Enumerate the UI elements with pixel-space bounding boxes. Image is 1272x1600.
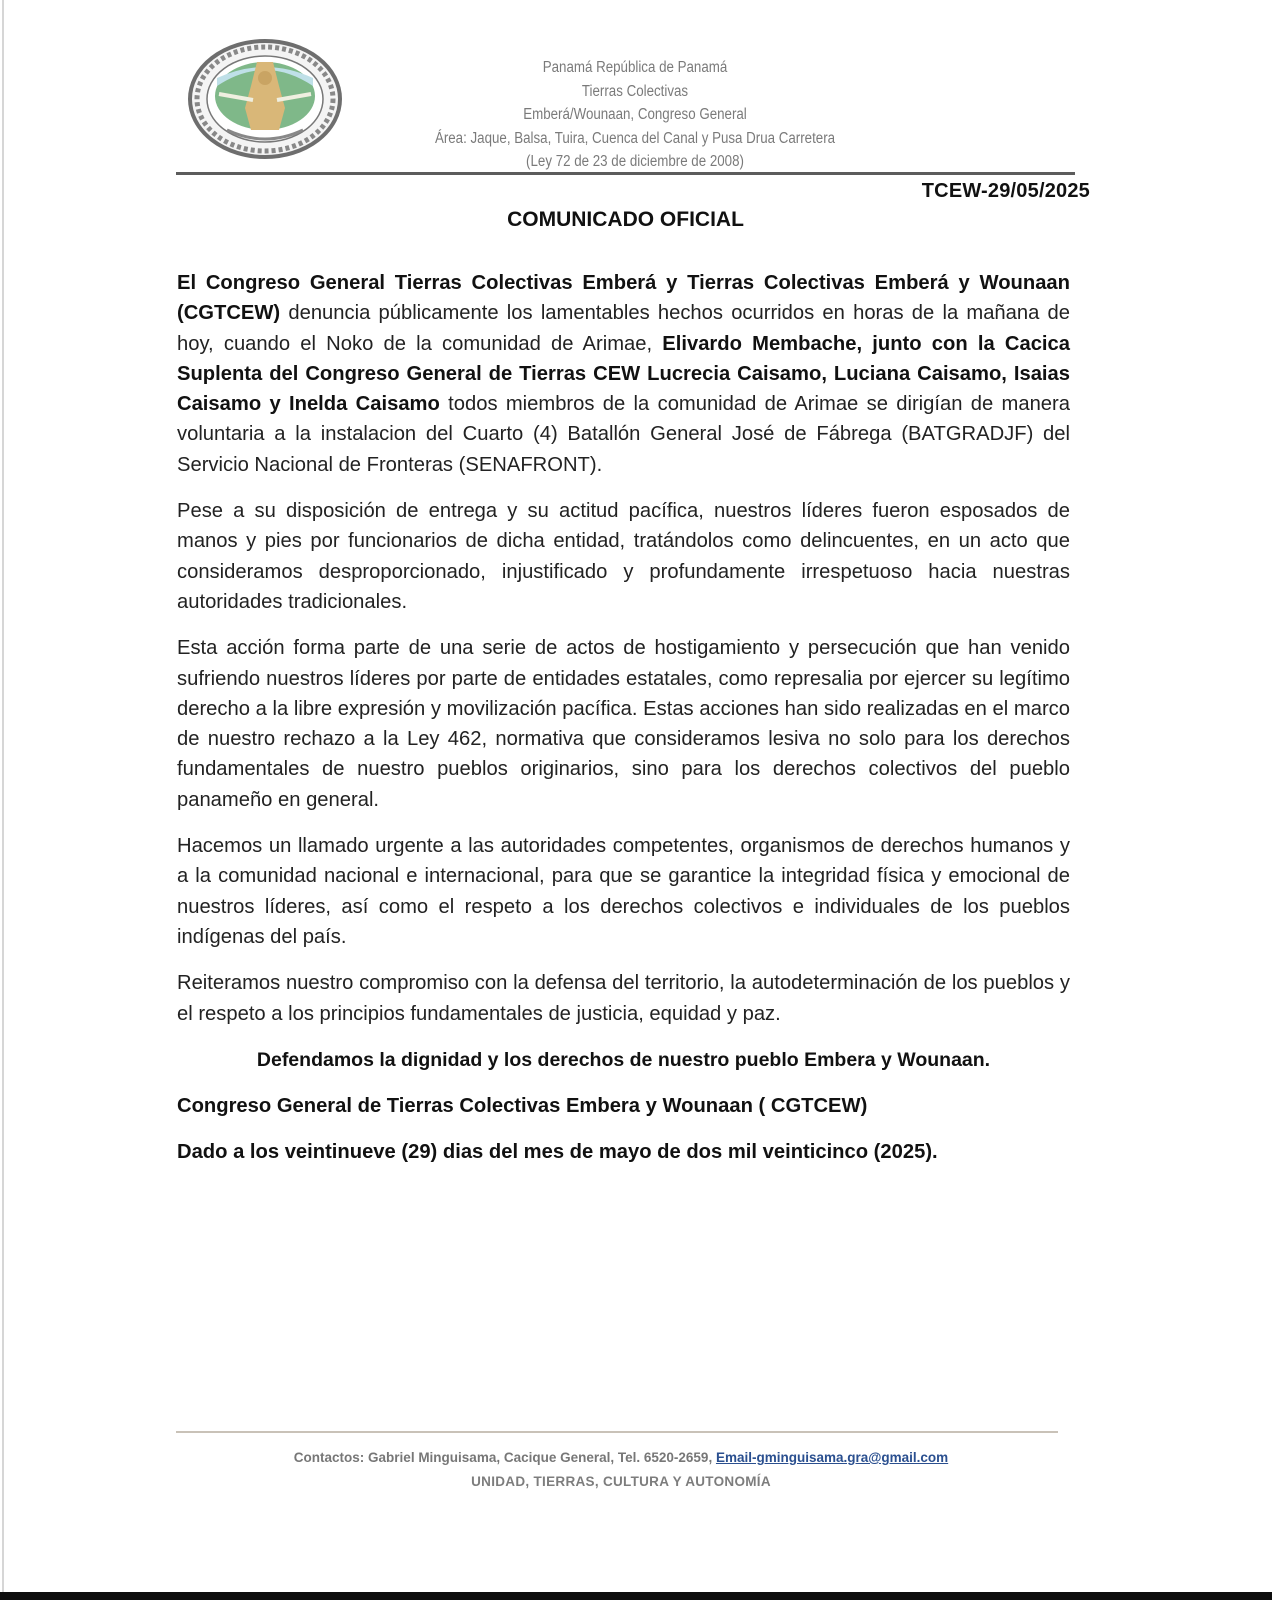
date-line: Dado a los veintinueve (29) dias del mes de mayo de dos mil veinticinco (2025).: [177, 1141, 938, 1164]
bottom-black-bar: [0, 1592, 1272, 1600]
slogan: Defendamos la dignidad y los derechos de nuestro pueblo Embera y Wounaan.: [256, 1048, 991, 1071]
paragraph-1: [177, 268, 1070, 480]
paragraph-1-bold-b: Elivardo Membache, junto con la Cacica Suplenta del Congreso General de Tierras CEW Lucrecia Caisamo, Luciana Caisamo, Isaias Caisamo y Inelda Caisamo: [177, 332, 1070, 416]
page-edge: [2, 0, 4, 1592]
paragraph-3: Esta acción forma parte de una serie de actos de hostigamiento y persecución que han venido sufriendo nuestros líderes por parte de entidades estatales, como represalia por ejercer su legítimo derecho a la libre expresión y movilización pacífica. Estas acciones han sido realizadas en el marco de nuestro rechazo a la Ley 462, normativa que consideramos lesiva no solo para los derechos fundamentales de nuestro pueblos originarios, sino para los derechos colectivos del pueblo panameño en general.: [177, 637, 1070, 811]
email-link[interactable]: Email-gminguisama.gra@gmail.com: [715, 1450, 949, 1465]
letterhead-country: Panamá República de Panamá: [542, 59, 728, 76]
letterhead: [390, 56, 880, 174]
paragraph-4: Hacemos un llamado urgente a las autoridades competentes, organismos de derechos humanos y a la comunidad nacional e internacional, para que se garantice la integridad física y emocional de nuestros líderes, así como el respeto a los derechos colectivos e individuales de los pueblos indígenas del país.: [177, 835, 1070, 948]
header-divider: [176, 172, 1075, 175]
paragraph-5: Reiteramos nuestro compromiso con la defensa del territorio, la autodeterminación de los pueblos y el respeto a los principios fundamentales de justicia, equidad y paz.: [177, 972, 1070, 1025]
paragraph-1-bold-a: El Congreso General Tierras Colectivas Emberá y Tierras Colectivas Emberá y Wounaan (CGTCEW): [177, 272, 1070, 325]
footer-divider: [176, 1431, 1058, 1433]
paragraph-1-text-a: denuncia públicamente los lamentables hechos ocurridos en horas de la mañana de hoy, cuando el Noko de la comunidad de Arimae,: [177, 302, 1070, 355]
footer-motto: UNIDAD, TIERRAS, CULTURA Y AUTONOMÍA: [471, 1474, 771, 1489]
document-reference: TCEW-29/05/2025: [921, 180, 1090, 202]
letterhead-congress: Emberá/Wounaan, Congreso General: [523, 106, 747, 123]
letterhead-law: (Ley 72 de 23 de diciembre de 2008): [526, 153, 744, 170]
paragraph-2: Pese a su disposición de entrega y su actitud pacífica, nuestros líderes fueron esposados de manos y pies por funcionarios de dicha entidad, tratándolos como delincuentes, en un acto que consideramos desproporcionado, injustificado y profundamente irrespetuoso hacia nuestras autoridades tradicionales.: [177, 500, 1070, 613]
footer-contacts: [176, 1450, 1066, 1465]
congress-seal-logo: [187, 38, 343, 160]
paragraph-1-text-b: todos miembros de la comunidad de Arimae se dirigían de manera voluntaria a la instalacion del Cuarto (4) Batallón General José de Fábrega (BATGRADJF) del Servicio Nacional de Fronteras (SENAFRONT).: [177, 393, 1070, 476]
document-body: [177, 268, 1070, 1184]
document-title: COMUNICADO OFICIAL: [507, 208, 744, 231]
contacts-text: Contactos: Gabriel Minguisama, Cacique General, Tel. 6520-2659,: [293, 1450, 716, 1465]
letterhead-organization: Tierras Colectivas: [581, 82, 689, 100]
signature: Congreso General de Tierras Colectivas Embera y Wounaan ( CGTCEW): [177, 1095, 868, 1118]
letterhead-area: Área: Jaque, Balsa, Tuira, Cuenca del Canal y Pusa Drua Carretera: [434, 129, 836, 147]
